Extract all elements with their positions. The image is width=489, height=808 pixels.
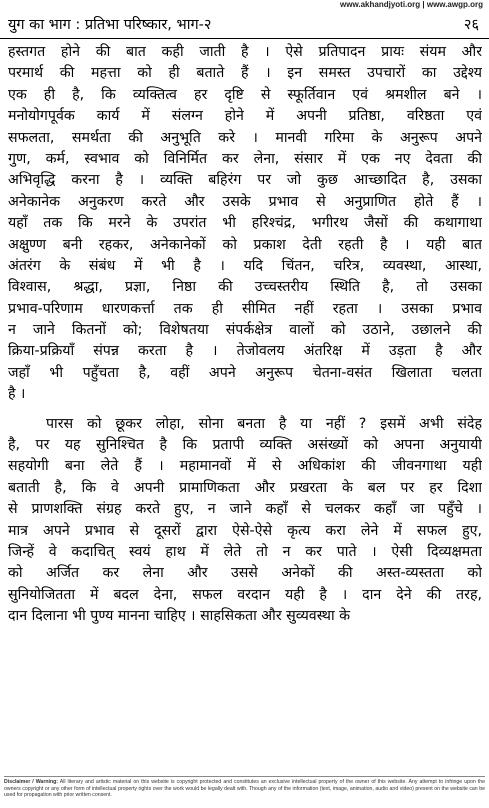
text-line: न जाने कितनों को; विशेषतया संपर्कक्षेत्र वालों को उठाने, उछालने की <box>8 322 482 339</box>
disclaimer <box>4 779 485 799</box>
text-line: गुण, कर्म, स्वभाव को विनिर्मित कर लेना, संसार में एक नए देवता की <box>8 150 482 167</box>
text-line: परमार्थ की महत्ता को ही बताते हैं । इन समस्त उपचारों का उद्देश्य <box>8 65 482 82</box>
text-line: विश्वास, श्रद्धा, प्रज्ञा, निष्ठा की उच्चस्तरीय स्थिति है, तो उसका <box>8 279 482 296</box>
text-line: सफलता, समर्थता की अनुभूति करे । मानवी गरिमा के अनुरूप अपने <box>8 129 482 146</box>
running-header <box>0 12 489 38</box>
text-line: सुनियोजितता में बदल देना, सफल वरदान यही है । दान देने की तरह, <box>8 586 482 603</box>
page-title: युग का भाग : प्रतिभा परिष्कार, भाग-२ <box>8 17 212 33</box>
paragraph-2 <box>8 414 482 628</box>
text-line: अनेकानेक अनुकरण करते और उसके प्रभाव से अनुप्राणित होते हैं । <box>8 193 482 210</box>
site-url: www.akhandjyoti.org | www.awgp.org <box>340 0 483 9</box>
page-number: २६ <box>463 17 479 33</box>
text-line: जिन्हें वे कदाचित् स्वयं हाथ में लेते तो न कर पाते । ऐसी दिव्यक्षमता <box>8 543 482 560</box>
header-divider <box>0 38 489 39</box>
text-line: मात्र अपने प्रभाव से दूसरों द्वारा ऐसे-ऐसे कृत्य करा लेने में सफल हुए, <box>8 522 482 539</box>
text-line: प्रभाव-परिणाम धारणकर्त्ता तक ही सीमित नहीं रहता । उसका प्रभाव <box>8 300 482 317</box>
text-line: अंतरंग के संबंध में भी है । यदि चिंतन, चरित्र, व्यवस्था, आस्था, <box>8 257 482 274</box>
text-line: से प्राणशक्ति संग्रह करते हुए, न जाने कहाँ से चलकर कहाँ जा पहुँचे । <box>8 501 482 518</box>
text-line: दान दिलाना भी पुण्य मानना चाहिए । साहसिकता और सुव्यवस्था के <box>8 608 351 625</box>
paragraph-1 <box>8 42 482 406</box>
text-line: पारस को छूकर लोहा, सोना बनता है या नहीं ? इसमें अभी संदेह <box>46 415 482 432</box>
text-line: है, पर यह सुनिश्चित है कि प्रतापी व्यक्ति असंख्यों को अपना अनुयायी <box>8 437 482 454</box>
text-line: मनोयोगपूर्वक कार्य में संलग्न होने में अपनी प्रतिष्ठा, वरिष्ठता एवं <box>8 108 482 125</box>
text-line: एक ही है, कि व्यक्तित्व हर दृष्टि से स्फूर्तिवान एवं श्रमशील बने । <box>8 86 482 103</box>
text-line: अक्षुण्ण बनी रहकर, अनेकानेकों को प्रकाश देती रहती है । यही बात <box>8 236 482 253</box>
body-text <box>8 42 482 628</box>
text-line: को अर्जित कर लेना और उससे अनेकों की अस्त-व्यस्तता को <box>8 565 482 582</box>
disclaimer-text: All literary and artistic material on this website is copyright protected and constitutes an exclusive intellectual property of the owner of this website. Any attempt to infringe upon the owners copyright or any other form of intellectual property rights over the work would be legally dealt with. Though any of the information (text, image, animation, audio and video) present on the website can be used for propagation with prior written consent. <box>4 779 485 799</box>
disclaimer-label: Disclaimer / Warning: <box>4 779 59 785</box>
text-line: है । <box>8 386 26 403</box>
footer-divider <box>4 776 485 777</box>
text-line: अभिवृद्धि करना है । व्यक्ति बहिरंग पर जो कुछ आच्छादित है, उसका <box>8 172 482 189</box>
text-line: बताती है, कि वे अपनी प्रामाणिकता और प्रखरता के बल पर हर दिशा <box>8 479 482 496</box>
text-line: जहाँ भी पहुँचता है, वहीं अपने अनुरूप चेतना-वसंत खिलाता चलता <box>8 364 482 381</box>
text-line: सहयोगी बना लेते हैं । महामानवों में से अधिकांश की जीवनगाथा यही <box>8 458 482 475</box>
text-line: यहाँ तक कि मरने के उपरांत भी हरिश्चंद्र, भगीरथ जैसों की कथागाथा <box>8 215 482 232</box>
text-line: क्रिया-प्रक्रियाँ संपन्न करता है । तेजोवलय अंतरिक्ष में उड़ता है और <box>8 343 482 360</box>
text-line: हस्तगत होने की बात कही जाती है । ऐसे प्रतिपादन प्रायः संयम और <box>8 44 482 60</box>
